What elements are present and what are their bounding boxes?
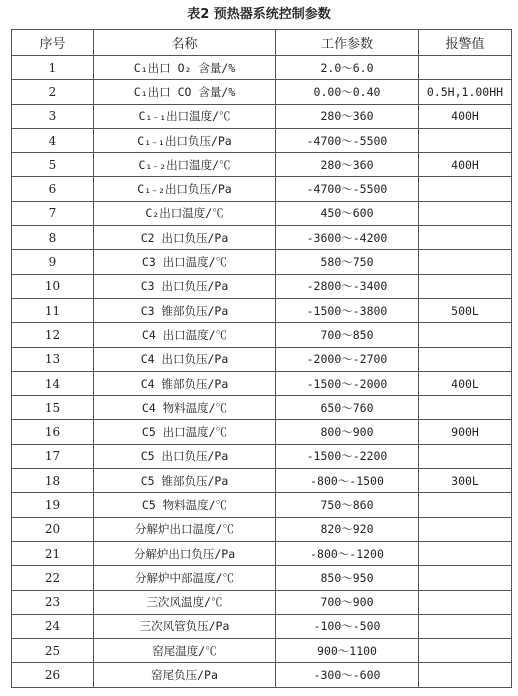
table-row bbox=[12, 420, 512, 444]
row-alarm bbox=[419, 226, 512, 250]
row-number: 25 bbox=[12, 639, 94, 663]
row-number: 22 bbox=[12, 566, 94, 590]
row-param: 700～850 bbox=[276, 323, 419, 347]
row-alarm bbox=[419, 347, 512, 371]
row-alarm bbox=[419, 639, 512, 663]
row-name: C₁₋₁出口温度/℃ bbox=[94, 104, 276, 128]
table-row bbox=[12, 177, 512, 201]
row-alarm bbox=[419, 250, 512, 274]
row-param: -1500～-2000 bbox=[276, 371, 419, 395]
row-param: 700～900 bbox=[276, 590, 419, 614]
table-row bbox=[12, 396, 512, 420]
row-name: C₁₋₁出口负压/Pa bbox=[94, 128, 276, 152]
table-row bbox=[12, 566, 512, 590]
row-name: C5 物料温度/℃ bbox=[94, 493, 276, 517]
row-number: 7 bbox=[12, 201, 94, 225]
row-alarm: 300L bbox=[419, 469, 512, 493]
row-number: 12 bbox=[12, 323, 94, 347]
table-row bbox=[12, 104, 512, 128]
row-alarm: 400H bbox=[419, 153, 512, 177]
row-number: 20 bbox=[12, 517, 94, 541]
header-name: 名称 bbox=[94, 30, 276, 56]
table-row bbox=[12, 371, 512, 395]
row-param: 900～1100 bbox=[276, 639, 419, 663]
row-name: 窑尾负压/Pa bbox=[94, 663, 276, 687]
table-row bbox=[12, 250, 512, 274]
row-number: 8 bbox=[12, 226, 94, 250]
row-param: 450～600 bbox=[276, 201, 419, 225]
table-row bbox=[12, 541, 512, 565]
table-row bbox=[12, 56, 512, 80]
row-alarm: 400H bbox=[419, 104, 512, 128]
row-param: -4700～-5500 bbox=[276, 177, 419, 201]
row-alarm bbox=[419, 323, 512, 347]
table-row bbox=[12, 493, 512, 517]
row-number: 16 bbox=[12, 420, 94, 444]
row-name: C3 锥部负压/Pa bbox=[94, 298, 276, 322]
row-param: 0.00～0.40 bbox=[276, 80, 419, 104]
row-number: 3 bbox=[12, 104, 94, 128]
row-alarm bbox=[419, 663, 512, 687]
row-alarm: 0.5H,1.00HH bbox=[419, 80, 512, 104]
row-alarm: 900H bbox=[419, 420, 512, 444]
row-param: -2800～-3400 bbox=[276, 274, 419, 298]
row-name: 分解炉出口温度/℃ bbox=[94, 517, 276, 541]
row-number: 15 bbox=[12, 396, 94, 420]
row-number: 26 bbox=[12, 663, 94, 687]
header-row bbox=[12, 30, 512, 56]
row-param: -800～-1200 bbox=[276, 541, 419, 565]
row-number: 23 bbox=[12, 590, 94, 614]
table-row bbox=[12, 226, 512, 250]
row-number: 14 bbox=[12, 371, 94, 395]
row-param: 800～900 bbox=[276, 420, 419, 444]
row-param: 650～760 bbox=[276, 396, 419, 420]
row-alarm bbox=[419, 56, 512, 80]
row-number: 13 bbox=[12, 347, 94, 371]
table-row bbox=[12, 201, 512, 225]
table-row bbox=[12, 153, 512, 177]
row-name: C5 出口负压/Pa bbox=[94, 444, 276, 468]
row-name: 三次风温度/℃ bbox=[94, 590, 276, 614]
row-name: C₁₋₂出口温度/℃ bbox=[94, 153, 276, 177]
row-number: 19 bbox=[12, 493, 94, 517]
row-number: 17 bbox=[12, 444, 94, 468]
row-alarm bbox=[419, 541, 512, 565]
row-alarm bbox=[419, 493, 512, 517]
header-param: 工作参数 bbox=[276, 30, 419, 56]
row-number: 18 bbox=[12, 469, 94, 493]
row-alarm bbox=[419, 128, 512, 152]
row-param: -2000～-2700 bbox=[276, 347, 419, 371]
row-name: 分解炉出口负压/Pa bbox=[94, 541, 276, 565]
row-name: C₁₋₂出口负压/Pa bbox=[94, 177, 276, 201]
row-number: 4 bbox=[12, 128, 94, 152]
table-row bbox=[12, 128, 512, 152]
row-name: C4 物料温度/℃ bbox=[94, 396, 276, 420]
row-name: C5 出口温度/℃ bbox=[94, 420, 276, 444]
row-param: 750～860 bbox=[276, 493, 419, 517]
table-row bbox=[12, 347, 512, 371]
table-row bbox=[12, 80, 512, 104]
row-number: 9 bbox=[12, 250, 94, 274]
header-alarm: 报警值 bbox=[419, 30, 512, 56]
table-row bbox=[12, 663, 512, 687]
row-number: 6 bbox=[12, 177, 94, 201]
table-row bbox=[12, 444, 512, 468]
row-alarm bbox=[419, 517, 512, 541]
row-alarm bbox=[419, 177, 512, 201]
row-alarm bbox=[419, 274, 512, 298]
row-name: C4 锥部负压/Pa bbox=[94, 371, 276, 395]
row-param: -3600～-4200 bbox=[276, 226, 419, 250]
row-name: 分解炉中部温度/℃ bbox=[94, 566, 276, 590]
row-param: 580～750 bbox=[276, 250, 419, 274]
table-row bbox=[12, 590, 512, 614]
table-row bbox=[12, 639, 512, 663]
table-row bbox=[12, 298, 512, 322]
row-param: -300～-600 bbox=[276, 663, 419, 687]
table-title: 表2 预热器系统控制参数 bbox=[187, 7, 331, 22]
row-alarm: 500L bbox=[419, 298, 512, 322]
row-name: C5 锥部负压/Pa bbox=[94, 469, 276, 493]
row-name: C₁出口 O₂ 含量/% bbox=[94, 56, 276, 80]
table-row bbox=[12, 274, 512, 298]
row-param: -800～-1500 bbox=[276, 469, 419, 493]
row-name: C3 出口温度/℃ bbox=[94, 250, 276, 274]
row-alarm bbox=[419, 566, 512, 590]
row-name: C4 出口负压/Pa bbox=[94, 347, 276, 371]
row-number: 24 bbox=[12, 614, 94, 638]
row-name: C2 出口负压/Pa bbox=[94, 226, 276, 250]
header-no: 序号 bbox=[12, 30, 94, 56]
row-param: 280～360 bbox=[276, 153, 419, 177]
row-name: C4 出口温度/℃ bbox=[94, 323, 276, 347]
row-alarm bbox=[419, 201, 512, 225]
table-row bbox=[12, 323, 512, 347]
row-alarm bbox=[419, 444, 512, 468]
row-name: 窑尾温度/℃ bbox=[94, 639, 276, 663]
row-alarm bbox=[419, 614, 512, 638]
row-param: -1500～-2200 bbox=[276, 444, 419, 468]
row-name: C3 出口负压/Pa bbox=[94, 274, 276, 298]
row-alarm bbox=[419, 396, 512, 420]
row-number: 2 bbox=[12, 80, 94, 104]
row-param: 850～950 bbox=[276, 566, 419, 590]
row-number: 11 bbox=[12, 298, 94, 322]
table-row bbox=[12, 469, 512, 493]
row-alarm bbox=[419, 590, 512, 614]
row-number: 1 bbox=[12, 56, 94, 80]
row-name: 三次风管负压/Pa bbox=[94, 614, 276, 638]
row-name: C₁出口 CO 含量/% bbox=[94, 80, 276, 104]
row-param: 2.0～6.0 bbox=[276, 56, 419, 80]
control-parameters-table bbox=[11, 29, 512, 688]
row-number: 21 bbox=[12, 541, 94, 565]
row-number: 5 bbox=[12, 153, 94, 177]
row-name: C₂出口温度/℃ bbox=[94, 201, 276, 225]
row-param: -1500～-3800 bbox=[276, 298, 419, 322]
table-row bbox=[12, 614, 512, 638]
row-param: 820～920 bbox=[276, 517, 419, 541]
row-param: -100～-500 bbox=[276, 614, 419, 638]
row-param: 280～360 bbox=[276, 104, 419, 128]
row-param: -4700～-5500 bbox=[276, 128, 419, 152]
row-alarm: 400L bbox=[419, 371, 512, 395]
table-row bbox=[12, 517, 512, 541]
row-number: 10 bbox=[12, 274, 94, 298]
